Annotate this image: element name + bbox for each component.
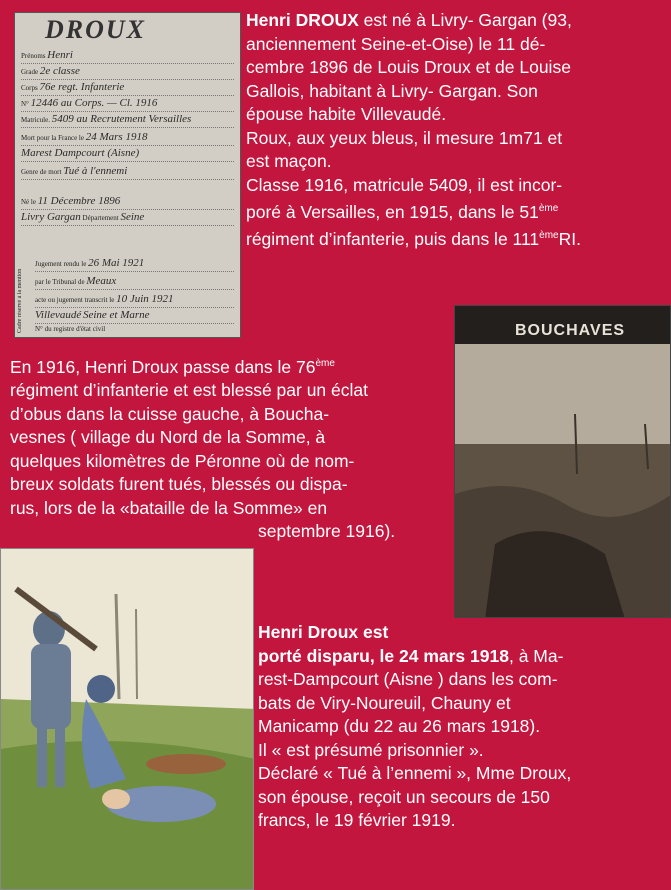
card-surname: DROUX xyxy=(45,15,147,44)
trench-photo xyxy=(454,305,671,618)
paragraph-missing: Henri Droux est porté disparu, le 24 mars 1918, à Ma- rest-Dampcourt (Aisne ) dans les com- bats de Viry-Noureuil, Chauny et Manicamp (du 22 au 26 mars 1918). Il « est présumé prisonnier ». Déclaré « Tué à l’ennemi », Mme Droux, son épouse, reçoit un secours de 150 francs, le 19 février 1919. xyxy=(258,622,572,830)
paragraph-wounded: En 1916, Henri Droux passe dans le 76ème régiment d’infanterie et est blessé par un éclat d’obus dans la cuisse gauche, à Boucha- vesnes ( village du Nord de la Somme, à quelques kilomètres de Péronne où de nom- breux soldats furent tués, blessés ou dispa- rus, lors de la «bataille de la Somme» en septembre 1916). xyxy=(10,356,396,542)
paragraph-birth: Henri DROUX est né à Livry- Gargan (93, anciennement Seine-et-Oise) le 11 dé- cembre 1896 de Louis Droux et de Louise Gallois, habitant à Livry- Gargan. Son épouse habite Villevaudé. Roux, aux yeux bleus, il mesure 1m71 et est maçon. Classe 1916, matricule 5409, il est incor- poré à Versailles, en 1915, dans le 51ème régiment d’infanterie, puis dans le 111èmeRI. xyxy=(246,10,581,250)
photo-caption-bar xyxy=(455,306,670,344)
soldiers-illustration xyxy=(1,549,254,890)
photo-caption: BOUCHAVES xyxy=(515,322,626,339)
death-record-card: DROUX Prénoms Henri Grade 2e classe Corps 76e regt. Infanterie N° 12446 au Corps. — Cl. 1916 Matricule. 5409 au Recrutement Versailles Mort pour la France le 24 Mars 1918 Marest Dampcourt (Aisne) Genre de mort Tué à l'ennemi Né le 11 Décembre 1896 Livry Gargan Département Seine Jugement rendu le 26 Mai 1921 par le Tribunal de Meaux acte ou jugement transcrit le 10 Juin 1921 Villevaudé Seine et Marne N° du registre d'état civil Cadre réservé à la mention xyxy=(14,12,241,338)
soldier-name: Henri DROUX xyxy=(246,10,359,30)
soldiers-drawing xyxy=(0,548,254,890)
trench-illustration xyxy=(455,344,671,618)
